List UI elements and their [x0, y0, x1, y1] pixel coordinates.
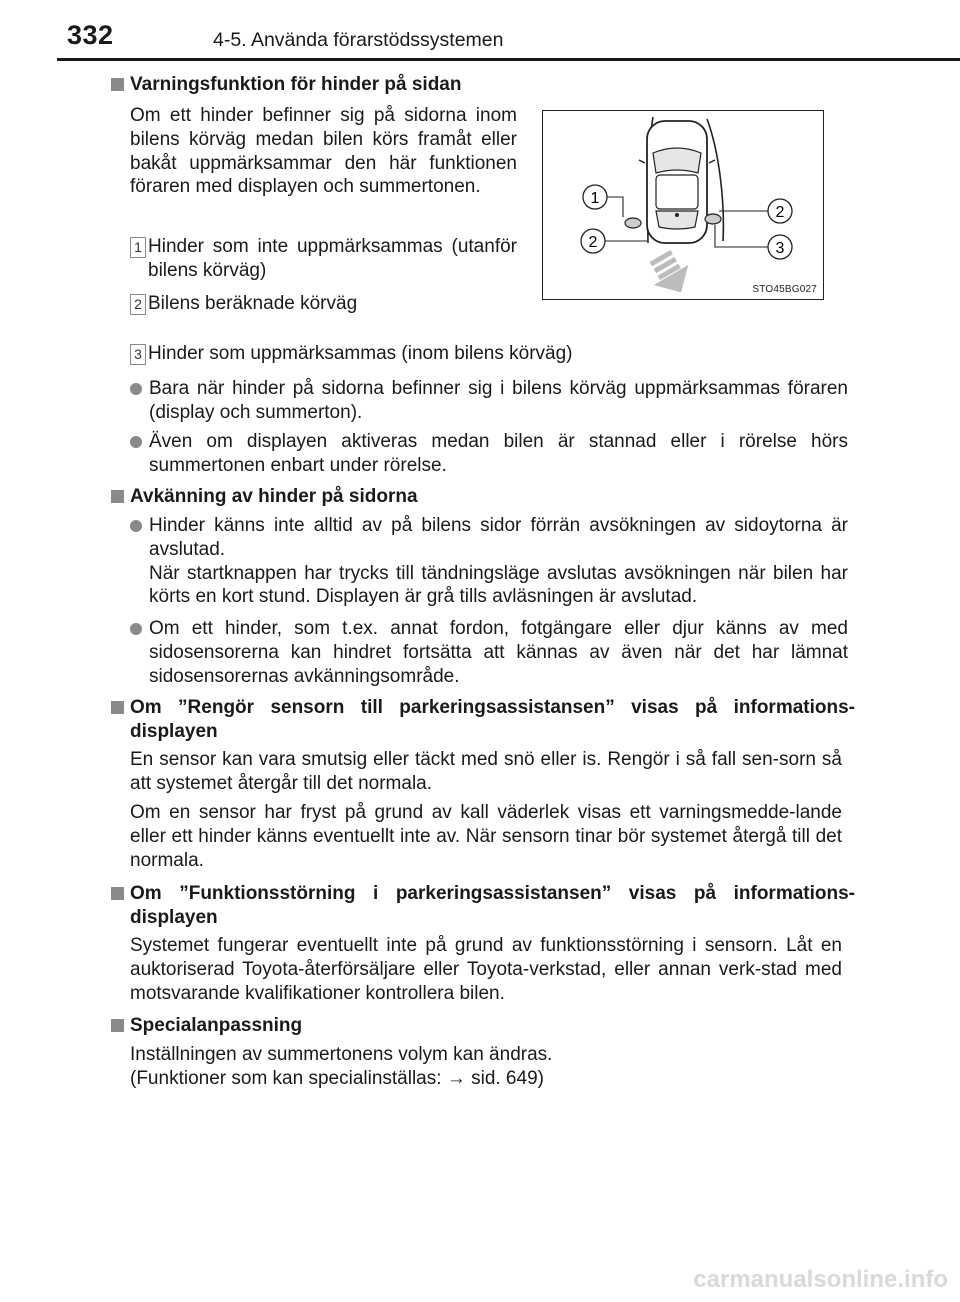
- callout-label: 2: [588, 234, 598, 251]
- direction-arrow-icon: [643, 246, 699, 299]
- page-number: 332: [67, 20, 114, 50]
- heading-square-icon: [111, 887, 124, 900]
- bullet-item: Bara när hinder på sidorna befinner sig i bilens körväg uppmärksammas föraren (display och summerton).: [130, 377, 848, 425]
- obstacle-outside-left: [625, 218, 641, 228]
- bullet-dot-icon: [130, 623, 142, 635]
- figure-code: STO45BG027: [752, 284, 817, 295]
- header-rule: [57, 58, 960, 61]
- arrow-right-icon: →: [446, 1067, 466, 1089]
- legend-item-3: 3 Hinder som uppmärksammas (inom bilens körväg): [130, 342, 848, 366]
- bullet-dot-icon: [130, 383, 142, 395]
- callout-label: 2: [775, 204, 785, 221]
- malfunction-para: Systemet fungerar eventuellt inte på grund av funktionsstörning i sensorn. Låt en auktoriserad Toyota-återförsäljare eller Toyota-verkstad, eller annan verk-stad med motsvarande kvalifikationer kontrollera bilen.: [130, 935, 842, 1004]
- car-roof: [656, 175, 698, 209]
- heading-square-icon: [111, 78, 124, 91]
- callout-label: 1: [590, 190, 600, 207]
- car-windshield: [653, 148, 701, 173]
- callout-number: 2: [130, 294, 146, 315]
- callout-label: 3: [775, 240, 785, 257]
- bullet-item: Hinder känns inte alltid av på bilens sidor förrän avsökningen av sidoytorna är avslutad. När startknappen har trycks till tändningsläge avslutas avsökningen när bilen har körts en kort stund. Displayen är grå tills avläsningen är avslutad.: [130, 514, 848, 609]
- side-warning-intro: Om ett hinder befinner sig på sidorna inom bilens körväg medan bilen körs framåt eller bakåt uppmärksammar den här funktionen föraren med displayen och summertonen.: [130, 105, 517, 198]
- heading-clean-sensor: Om ”Rengör sensorn till parkeringsassistansen” visas på informations-displayen: [111, 696, 855, 743]
- heading-square-icon: [111, 701, 124, 714]
- section-title: 4-5. Använda förarstödssystemen: [213, 29, 504, 51]
- car-sensor-illustration: [543, 111, 823, 299]
- legend-item-1: 1 Hinder som inte uppmärksammas (utanför bilens körväg): [130, 235, 517, 283]
- customization-text: Inställningen av summertonens volym kan ändras. (Funktioner som kan specialinställas: → sid. 649): [130, 1044, 553, 1089]
- callout-number: 1: [130, 237, 146, 258]
- clean-sensor-para-1: En sensor kan vara smutsig eller täckt med snö eller is. Rengör i så fall sen-sorn så att systemet återgår till det normala.: [130, 749, 842, 794]
- heading-malfunction: Om ”Funktionsstörning i parkeringsassistansen” visas på informations-displayen: [111, 882, 855, 929]
- heading-customization: Specialanpassning: [111, 1014, 855, 1038]
- bullet-item: Även om displayen aktiveras medan bilen är stannad eller i rörelse hörs summertonen enbart under rörelse.: [130, 430, 848, 478]
- legend-item-2: 2 Bilens beräknade körväg: [130, 292, 517, 316]
- bullet-item: Om ett hinder, som t.ex. annat fordon, fotgängare eller djur känns av med sidosensorerna kan hindret fortsätta att kännas av även när det har lämnat sidosensorernas avkänningsområde.: [130, 617, 848, 688]
- heading-square-icon: [111, 1019, 124, 1032]
- bullet-dot-icon: [130, 436, 142, 448]
- callout-number: 3: [130, 344, 146, 365]
- clean-sensor-para-2: Om en sensor har fryst på grund av kall väderlek visas ett varningsmedde-lande eller ett hinder känns eventuellt inte av. När sensorn tinar bör systemet återgå till det normala.: [130, 802, 842, 871]
- sensor-diagram: [542, 110, 824, 300]
- bullet-dot-icon: [130, 520, 142, 532]
- heading-side-warning: Varningsfunktion för hinder på sidan: [111, 73, 855, 97]
- heading-square-icon: [111, 490, 124, 503]
- heading-side-detection: Avkänning av hinder på sidorna: [111, 485, 855, 509]
- car-emblem: [675, 213, 679, 217]
- page-header: [0, 0, 960, 62]
- obstacle-inside-right: [705, 214, 721, 224]
- leader-1: [607, 197, 623, 217]
- watermark: carmanualsonline.info: [693, 1266, 948, 1293]
